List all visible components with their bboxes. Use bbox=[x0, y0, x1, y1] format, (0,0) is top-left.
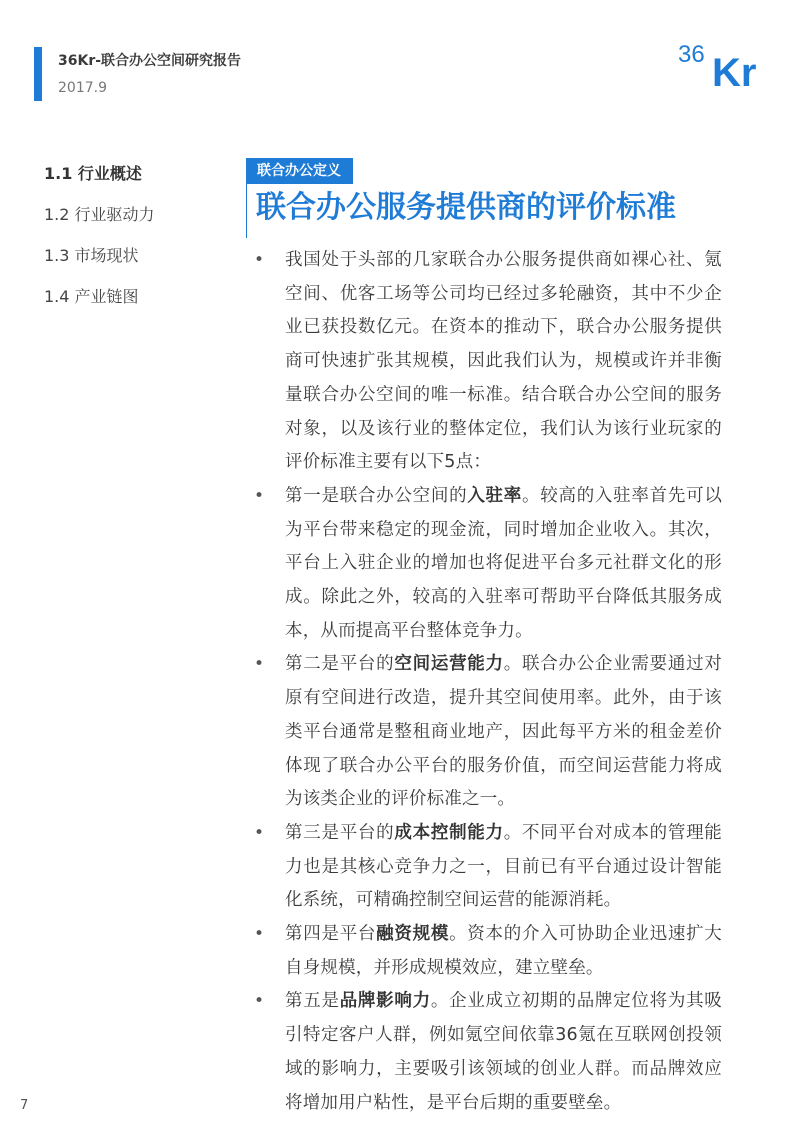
logo-text-kr: Kr bbox=[712, 51, 757, 88]
section-tag: 联合办公定义 bbox=[247, 158, 353, 184]
bullet-dot-icon: • bbox=[254, 991, 265, 1012]
bullet-item-occupancy bbox=[252, 480, 722, 649]
bullet-dot-icon: • bbox=[254, 654, 265, 675]
bullet-text: 。不同平台对成本的管理能力也是其核心竞争力之一，目前已有平台通过设计智能化系统，可精确控制空间运营的能源消耗。 bbox=[285, 822, 723, 911]
bullet-keyword: 品牌影响力 bbox=[339, 991, 431, 1012]
toc-item-1-3[interactable]: 1.3 市场现状 bbox=[44, 246, 139, 265]
bullet-keyword: 成本控制能力 bbox=[394, 822, 504, 843]
bullet-text: 我国处于头部的几家联合办公服务提供商如裸心社、氪空间、优客工场等公司均已经过多轮融资，其中不少企业已获投数亿元。在资本的推动下，联合办公服务提供商可快速扩张其规模，因此我们认为，规模或许并非衡量联合办公空间的唯一标准。结合联合办公空间的服务对象，以及该行业的整体定位，我们认为该行业玩家的评价标准主要有以下5点： bbox=[285, 250, 722, 473]
header-accent-bar bbox=[34, 47, 42, 101]
bullet-keyword: 空间运营能力 bbox=[394, 654, 504, 675]
bullet-item-operations bbox=[252, 648, 722, 817]
bullet-text: 。企业成立初期的品牌定位将为其吸引特定客户人群，例如氪空间依靠36氪在互联网创投领域的影响力，主要吸引该领域的创业人群。而品牌效应将增加用户粘性，是平台后期的重要壁垒。 bbox=[285, 991, 723, 1113]
bullet-item-intro bbox=[252, 244, 722, 480]
bullet-dot-icon: • bbox=[254, 485, 265, 506]
bullet-dot-icon: • bbox=[254, 250, 265, 270]
toc-item-1-2[interactable]: 1.2 行业驱动力 bbox=[44, 205, 155, 224]
36kr-logo bbox=[678, 36, 770, 88]
bullet-item-cost-control bbox=[252, 817, 722, 918]
bullet-text: 第三是平台的 bbox=[285, 822, 395, 843]
bullet-dot-icon: • bbox=[254, 924, 265, 945]
bullet-text: 。资本的介入可协助企业迅速扩大自身规模，并形成规模效应，建立壁垒。 bbox=[285, 924, 722, 978]
bullet-dot-icon: • bbox=[254, 822, 265, 843]
report-date: 2017.9 bbox=[58, 80, 107, 96]
report-title: 36Kr-联合办公空间研究报告 bbox=[58, 53, 242, 69]
toc-item-1-1[interactable]: 1.1 行业概述 bbox=[44, 164, 142, 183]
bullet-text: 第五是 bbox=[285, 991, 340, 1012]
bullet-list bbox=[252, 244, 722, 1120]
bullet-item-financing bbox=[252, 918, 722, 985]
bullet-keyword: 入驻率 bbox=[467, 485, 523, 506]
bullet-text: 第四是平台 bbox=[285, 924, 377, 945]
bullet-keyword: 融资规模 bbox=[376, 924, 450, 945]
table-of-contents bbox=[44, 160, 234, 324]
bullet-text: 。较高的入驻率首先可以为平台带来稳定的现金流，同时增加企业收入。其次，平台上入驻企业的增加也将促进平台多元社群文化的形成。除此之外，较高的入驻率可帮助平台降低其服务成本，从而提高平台整体竞争力。 bbox=[285, 485, 723, 641]
logo-text-36: 36 bbox=[678, 41, 705, 68]
bullet-item-brand bbox=[252, 985, 722, 1120]
page-number: 7 bbox=[20, 1098, 29, 1113]
bullet-text: 。联合办公企业需要通过对原有空间进行改造，提升其空间使用率。此外，由于该类平台通常是整租商业地产，因此每平方米的租金差价体现了联合办公平台的服务价值，而空间运营能力将成为该类企业的评价标准之一。 bbox=[285, 654, 723, 810]
page-title: 联合办公服务提供商的评价标准 bbox=[256, 190, 676, 225]
bullet-text: 第一是联合办公空间的 bbox=[285, 485, 468, 506]
toc-item-1-4[interactable]: 1.4 产业链图 bbox=[44, 287, 139, 306]
bullet-text: 第二是平台的 bbox=[285, 654, 395, 675]
